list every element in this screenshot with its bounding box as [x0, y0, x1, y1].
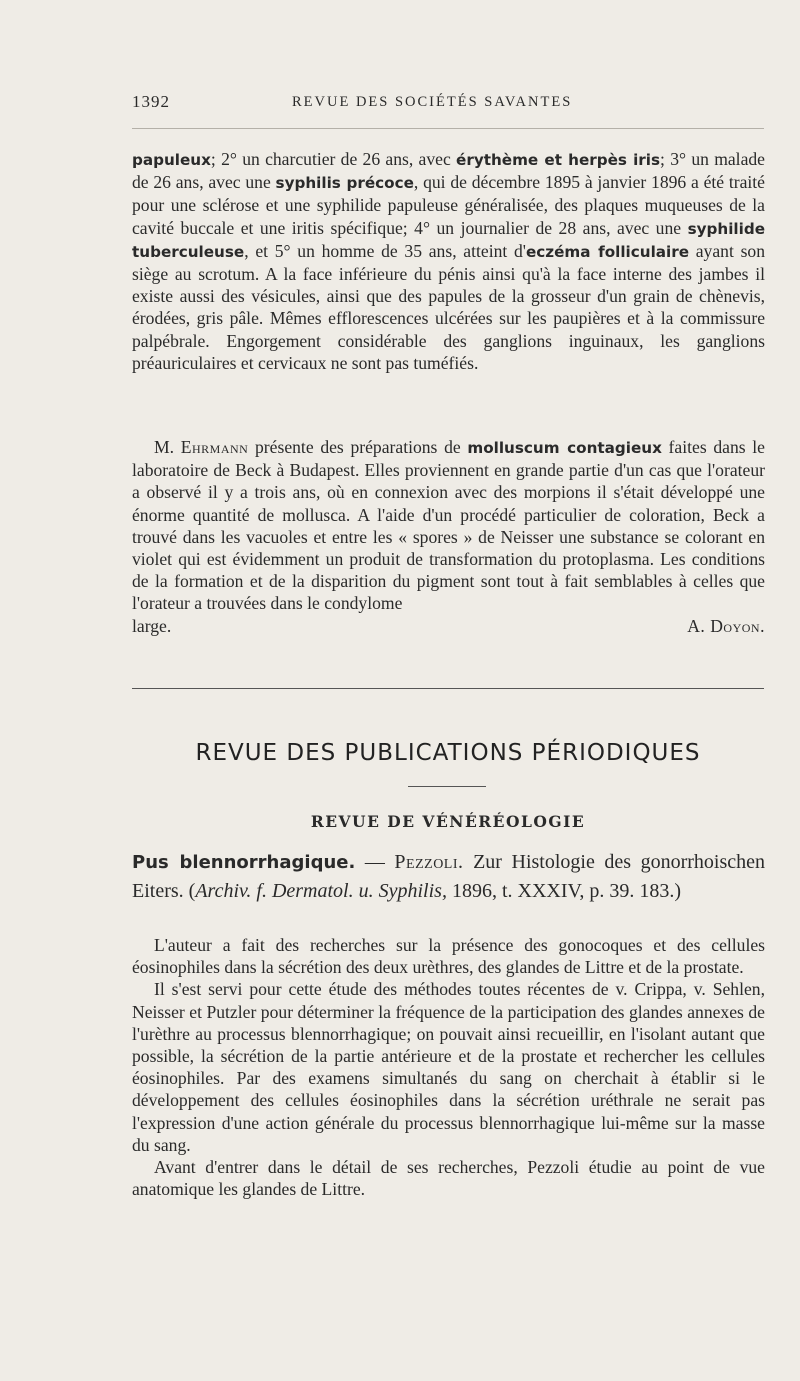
- signature-line: [132, 615, 765, 637]
- paragraph: Il s'est servi pour cette étude des méthodes toutes récentes de v. Crippa, v. Sehlen, Neisser et Putzler pour déterminer la fréquence de la participation des glandes annexes de l'urèthre au processus blennorrhagique; on pouvait ainsi recueillir, en l'isolant autant que possible, la sécrétion de la partie antérieure et de la prostate et rechercher les cellules éosinophiles. Par des examens simultanés du sang on cherchait à établir si le développement des cellules éosinophiles dans la sécrétion uréthrale ne serait pas l'expression d'une action générale du processus blennorrhagique lui-même sur la masse du sang.: [132, 979, 765, 1155]
- article-title: Pus blennorrhagique.: [132, 852, 356, 873]
- running-head: REVUE DES SOCIÉTÉS SAVANTES: [292, 94, 573, 110]
- article-author: Pezzoli.: [394, 851, 464, 873]
- page-number: 1392: [132, 92, 170, 111]
- term-syphilide-tuberculeuse: syphilide tuberculeuse: [132, 219, 765, 261]
- text: ; 3° un malade de 26 ans, avec une: [132, 149, 765, 193]
- paragraph-ehrmann: [132, 436, 765, 637]
- page-header: [132, 92, 764, 116]
- text: , qui de décembre 1895 à janvier 1896 a été traité pour une sclérose et une syphilide papuleuse généralisée, des plaques muqueuses de la cavité buccale et une iritis spécifique; 4° un journalier de 28 ans, avec une: [132, 172, 765, 238]
- paragraph: L'auteur a fait des recherches sur la présence des gonocoques et des cellules éosinophiles dans la sécrétion des deux urèthres, des glandes de Littre et de la prostate.: [132, 935, 765, 978]
- section-title: REVUE DES PUBLICATIONS PÉRIODIQUES: [195, 740, 701, 766]
- ref-text: Zur Histologie des gonorrhoischen Eiters. (: [132, 851, 766, 902]
- author-ehrmann: Ehrmann: [180, 437, 249, 457]
- paragraph: Avant d'entrer dans le détail de ses recherches, Pezzoli étudie au point de vue anatomique les glandes de Littre.: [132, 1157, 765, 1200]
- dash: —: [355, 851, 395, 873]
- text: , et 5° un homme de 35 ans, atteint d': [244, 240, 526, 261]
- text: ; 2° un charcutier de 26 ans, avec: [210, 149, 457, 169]
- term-eczema: eczéma folliculaire: [525, 242, 690, 261]
- text: ayant son siège au scrotum. A la face inférieure du pénis ainsi qu'à la face interne des jambes il existe aussi des vésicules, ainsi que des papules de la grosseur d'un grain de chènevis, érodées, gris pâle. Mêmes efflorescences ulcérées sur les paupières et à la commissure palpébrale. Engorgement considérable des ganglions inguinaux, les ganglions préauriculaires et cervicaux ne sont pas tuméfiés.: [132, 240, 766, 373]
- term-syphilis-precoce: syphilis précoce: [275, 174, 414, 193]
- term-molluscum: molluscum contagieux: [467, 439, 662, 457]
- journal-name: Archiv. f. Dermatol. u. Syphilis,: [195, 880, 447, 902]
- term-erytheme: érythème et herpès iris: [456, 151, 661, 169]
- subsection-title: REVUE DE VÉNÉRÉOLOGIE: [310, 812, 586, 831]
- title-rule: [408, 786, 486, 787]
- article-body: [132, 934, 765, 1200]
- article-reference: [132, 848, 765, 905]
- ref-text: 1896, t. XXXIV, p. 39. 183.): [446, 880, 682, 902]
- text: présente des préparations de: [248, 437, 468, 457]
- section-separator: [132, 688, 764, 689]
- header-rule: [132, 128, 764, 129]
- term-papuleux: papuleux: [132, 151, 211, 169]
- signature: A. Doyon.: [687, 615, 765, 636]
- text: M.: [154, 437, 181, 457]
- last-word: large.: [132, 615, 172, 636]
- paragraph-case-list: [132, 148, 765, 374]
- text: faites dans le laboratoire de Beck à Budapest. Elles proviennent en grande partie d'un cas que l'orateur a observé il y a trois ans, où en connexion avec des morpions il s'était développé une énorme quantité de mollusca. A l'aide d'un procédé particulier de coloration, Beck a trouvé dans les vacuoles et entre les « spores » de Neisser une substance se colorant en violet qui est évidemment un produit de transformation du protoplasma. Les conditions de la formation et de la disparition du pigment sont tout à fait semblables à celles que l'orateur a trouvées dans le condylome: [132, 437, 765, 614]
